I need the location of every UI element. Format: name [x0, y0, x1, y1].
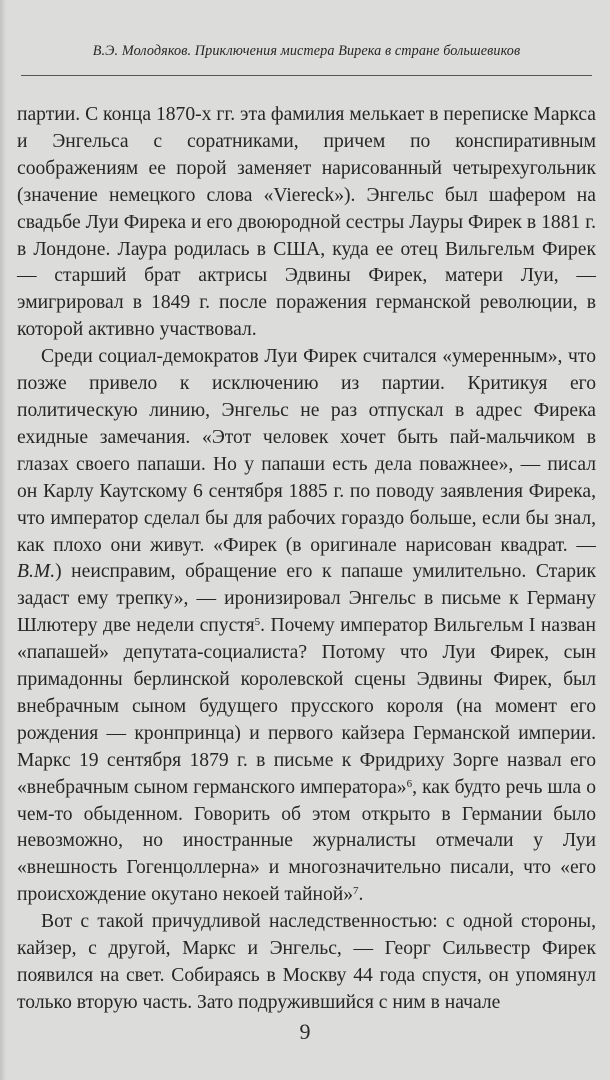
- body-text: [17, 102, 596, 1017]
- page-number: 9: [299, 1019, 311, 1044]
- page-edge-shadow: [0, 0, 6, 1080]
- paragraph: [17, 909, 596, 1017]
- text-run: Вот с такой причудливой наследственностью: с одной стороны, кайзер, с другой, Маркс и Энгельс, — Георг Сильвестр Фирек появился на свет. Собираясь в Москву 44 года спустя, он упомянул только вторую часть. Зато подружившийся с ним в начале: [17, 911, 596, 1013]
- text-run: Среди социал-демократов Луи Фирек считался «умеренным», что позже привело к исключению из партии. Критикуя его политическую линию, Энгельс не раз отпускал в адрес Фирека ехидные замечания. «Этот человек хочет быть пай-мальчиком в глазах своего папаши. Но у папаши есть дела поважнее», — писал он Карлу Каутскому 6 сентября 1885 г. по поводу заявления Фирека, что император сделал бы для рабочих гораздо больше, если бы знал, как плохо они живут. «Фирек (в оригинале нарисован квадрат. —: [17, 346, 596, 556]
- running-head: В.Э. Молодяков. Приключения мистера Вирека в стране большевиков: [92, 43, 521, 59]
- text-run: .: [358, 884, 364, 906]
- paragraph: [17, 344, 596, 909]
- footnote-ref: 6: [406, 777, 413, 790]
- text-run: . Почему император Вильгельм I назван «папашей» депутата-социалиста? Потому что Луи Фирек, сын примадонны берлинской королевской сцены Эдвины Фирек, был внебрачным сыном будущего прусского короля (на момент его рождения — кронпринца) и первого кайзера Германской империи. Маркс 19 сентября 1879 г. в письме к Фридриху Зорге назвал его «внебрачным сыном германского императора»: [17, 615, 596, 798]
- text-run: , как будто речь шла о чем-то обыденном. Говорить об этом открыто в Германии было невозможно, но иностранные журналисты отмечали у Луи «внешность Гогенцоллерна» и многозначительно писали, что «его происхождение окутано некоей тайной»: [17, 776, 596, 906]
- text-run: партии. С конца 1870-х гг. эта фамилия мелькает в переписке Маркса и Энгельса с соратниками, причем по конспиративным соображениям ее порой заменяет нарисованный четырехугольник (значение немецкого слова «Viereck»). Энгельс был шафером на свадьбе Луи Фирека и его двоюродной сестры Лауры Фирек в 1881 г. в Лондоне. Лаура родилась в США, куда ее отец Вильгельм Фирек — старший брат актрисы Эдвины Фирек, матери Луи, — эмигрировал в 1849 г. после поражения германской революции, в которой активно участвовал.: [17, 104, 596, 341]
- footnote-ref: 7: [353, 885, 359, 898]
- paragraph: [17, 102, 596, 344]
- text-run: В.М.: [17, 561, 56, 583]
- footnote-ref: 5: [254, 616, 261, 629]
- header-rule: [21, 75, 592, 76]
- text-run: ) неисправим, обращение его к папаше умилительно. Старик задаст ему трепку», — иронизировал Энгельс в письме к Герману Шлютеру две недели спустя: [17, 561, 596, 637]
